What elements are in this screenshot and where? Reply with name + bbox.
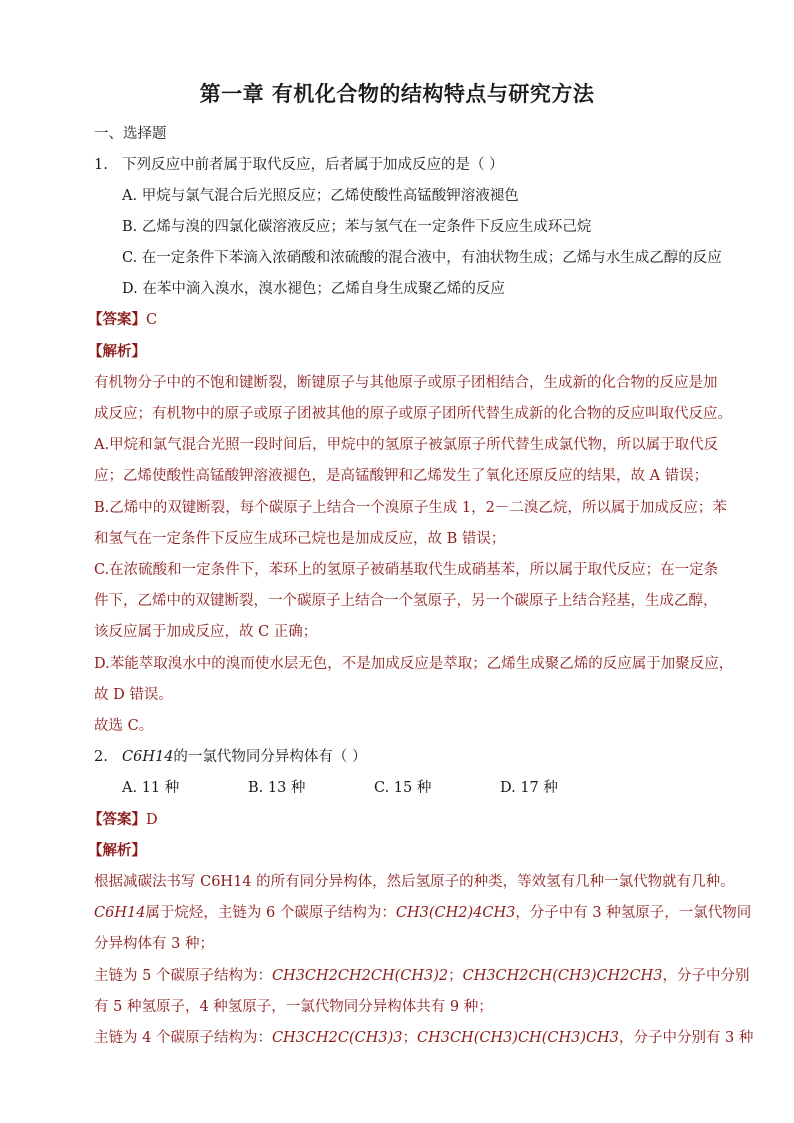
section-heading: 一、选择题 [94,126,167,142]
text: 主链为 4 个碳原子结构为： [94,1030,272,1046]
answer-line [88,308,712,329]
analysis-line: B.乙烯中的双键断裂，每个碳原子上结合一个溴原子生成 1，2－二溴乙烷，所以属于加成反应；苯 [94,500,727,516]
analysis-line: 有 5 种氢原子，4 种氢原子，一氯代物同分异构体共有 9 种； [94,999,493,1015]
formula: CH3CH2CH2CH(CH3)2 [271,968,449,984]
answer-line [88,808,712,829]
option-c: C. 15 种 [374,780,432,796]
answer-label: 【答案】 [88,811,146,828]
option-b: B. 13 种 [248,780,306,796]
option-a: A. 11 种 [122,780,180,796]
options-row [122,776,712,797]
option-c: C. 在一定条件下苯滴入浓硝酸和浓硫酸的混合液中，有油状物生成；乙烯与水生成乙醇的反应 [122,250,722,266]
option-d: D. 在苯中滴入溴水，溴水褪色；乙烯自身生成聚乙烯的反应 [122,281,505,297]
formula: CH3CH2C(CH3)3 [271,1030,403,1046]
formula: CH3CH2CH(CH3)CH2CH3 [462,968,663,984]
question-number: 1. [94,157,108,173]
analysis-line: 故选 C。 [94,718,154,734]
answer-value: D [146,812,158,828]
text: 属于烷烃，主链为 6 个碳原子结构为： [145,905,396,921]
option-a: A. 甲烷与氯气混合后光照反应；乙烯使酸性高锰酸钾溶液褪色 [122,188,519,204]
analysis-line: 和氢气在一定条件下反应生成环己烷也是加成反应，故 B 错误； [94,531,506,547]
analysis-label [88,839,712,860]
text: ； [448,968,463,984]
analysis-tag: 【解析】 [88,343,146,360]
text: ，分子中分别有 3 种 [618,1030,754,1046]
question-2-stem [94,745,712,766]
text: 主链为 5 个碳原子结构为： [94,968,272,984]
analysis-line [94,964,750,985]
question-text: 的一氯代物同分异构体有（ ） [173,749,367,765]
text: ，分子中分别 [662,968,750,984]
formula: C6H14 [94,905,146,921]
analysis-line: 故 D 错误。 [94,687,173,703]
question-number: 2. [94,749,108,765]
text: ； [402,1030,417,1046]
option-b: B. 乙烯与溴的四氯化碳溶液反应；苯与氢气在一定条件下反应生成环己烷 [122,219,592,235]
analysis-line: 件下，乙烯中的双键断裂，一个碳原子上结合一个氢原子，另一个碳原子上结合羟基，生成乙醇， [94,593,718,609]
analysis-line [94,901,752,922]
option-d: D. 17 种 [500,780,558,796]
formula: CH3CH(CH3)CH(CH3)CH3 [416,1030,619,1046]
analysis-line: 分异构体有 3 种； [94,936,214,952]
formula: CH3(CH2)4CH3 [395,905,516,921]
question-text: 下列反应中前者属于取代反应，后者属于加成反应的是（ ） [122,157,504,173]
question-1-stem [94,153,712,174]
formula: C6H14 [122,749,174,765]
analysis-tag: 【解析】 [88,842,146,859]
analysis-line: A.甲烷和氯气混合光照一段时间后，甲烷中的氢原子被氯原子所代替生成氯代物，所以属于取代反 [94,437,719,453]
text: ，分子中有 3 种氢原子，一氯代物同 [515,905,752,921]
analysis-line: 有机物分子中的不饱和键断裂，断键原子与其他原子或原子团相结合，生成新的化合物的反应是加 [94,375,718,391]
analysis-line: 应；乙烯使酸性高锰酸钾溶液褪色，是高锰酸钾和乙烯发生了氧化还原反应的结果，故 A 错误； [94,468,709,484]
answer-label: 【答案】 [88,311,146,328]
analysis-line: 该反应属于加成反应，故 C 正确； [94,624,318,640]
analysis-line: C.在浓硫酸和一定条件下，苯环上的氢原子被硝基取代生成硝基苯，所以属于取代反应；在一定条 [94,562,719,578]
analysis-line [94,1026,754,1047]
answer-value: C [146,312,158,328]
analysis-line: 成反应；有机物中的原子或原子团被其他的原子或原子团所代替生成新的化合物的反应叫取代反应。 [94,406,732,422]
analysis-line: D.苯能萃取溴水中的溴而使水层无色，不是加成反应是萃取；乙烯生成聚乙烯的反应属于加聚反应， [94,656,734,672]
analysis-label [88,340,712,361]
chapter-title: 第一章 有机化合物的结构特点与研究方法 [199,81,595,106]
analysis-line: 根据减碳法书写 C6H14 的所有同分异构体，然后氢原子的种类，等效氢有几种一氯代物就有几种。 [94,874,735,890]
